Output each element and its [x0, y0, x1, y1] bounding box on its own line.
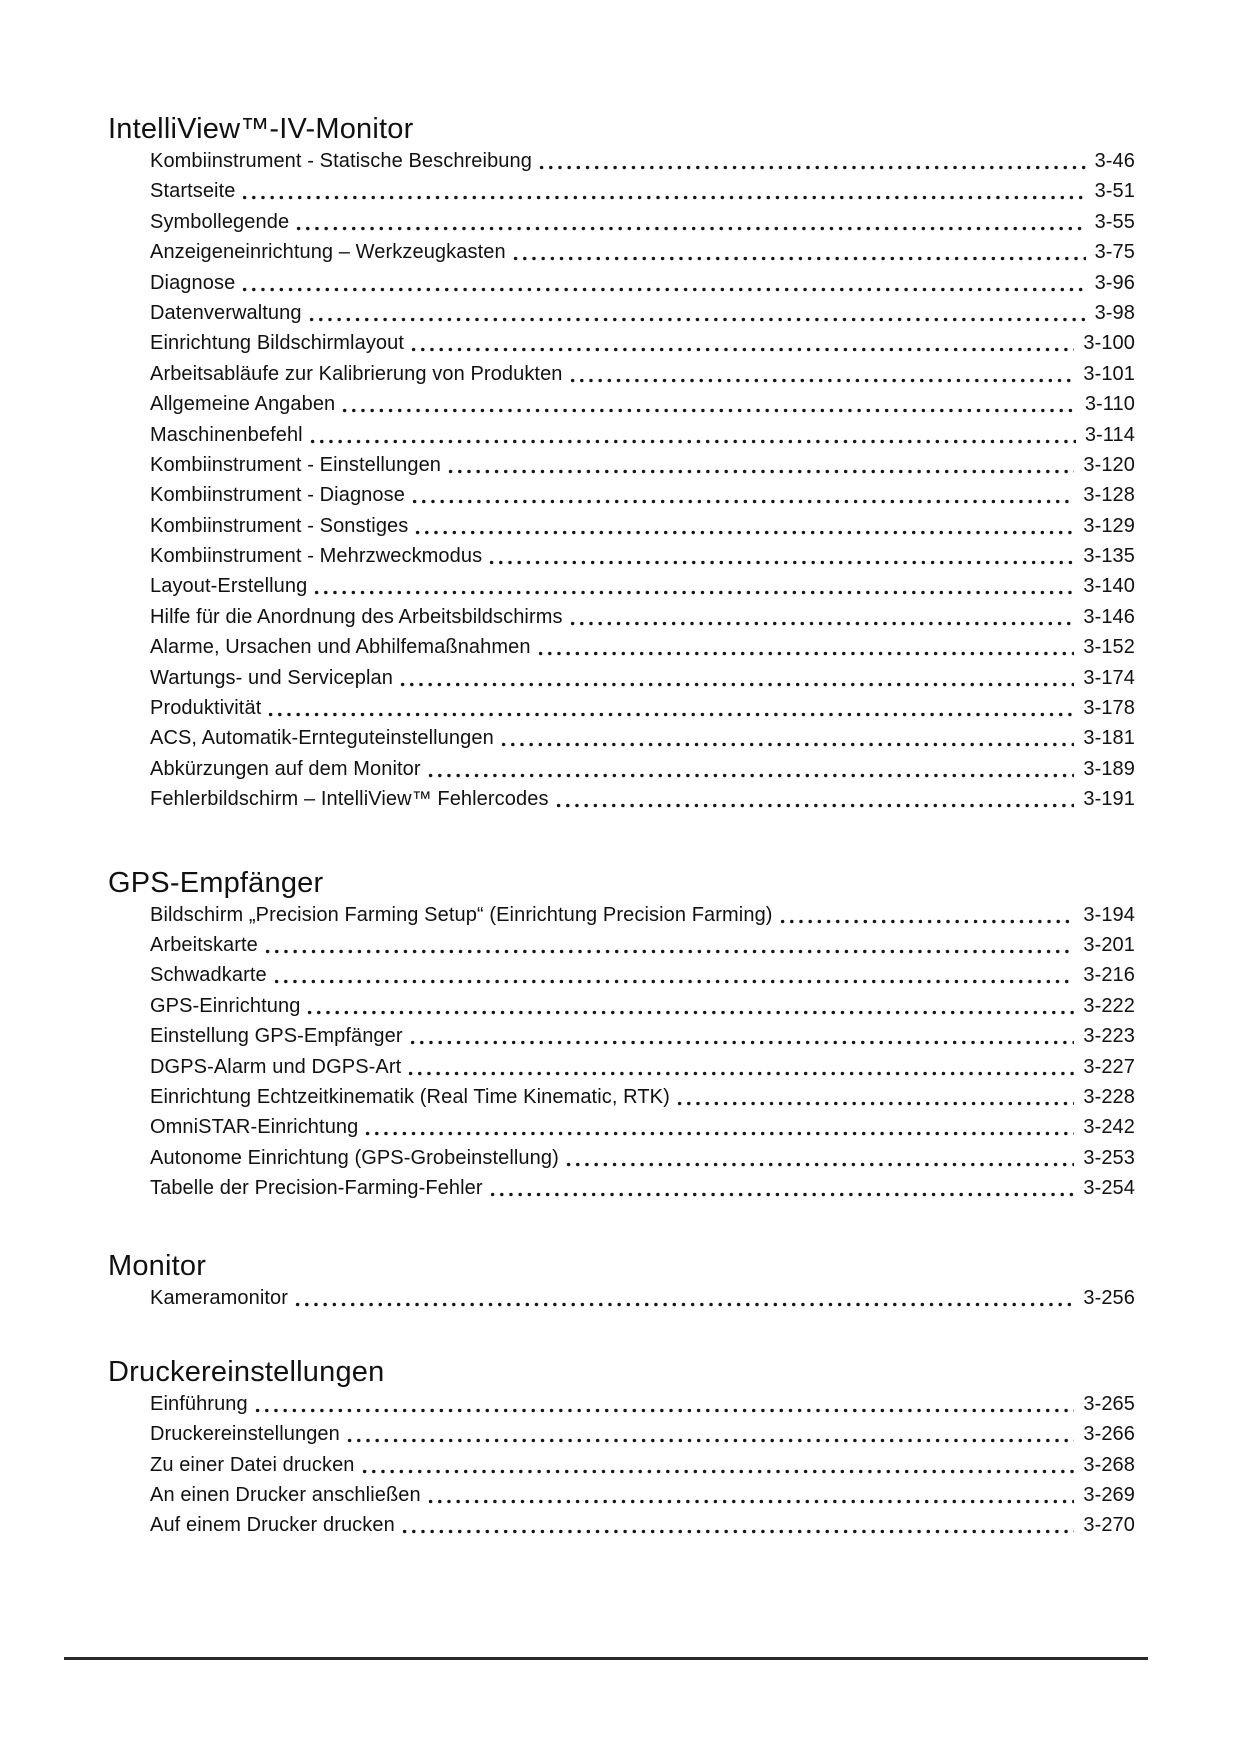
section-title: Monitor	[108, 1249, 207, 1282]
section-entries	[108, 146, 1135, 815]
toc-entry	[150, 693, 1135, 723]
section-entries	[108, 1283, 1135, 1313]
section-title: Druckereinstellungen	[108, 1355, 385, 1388]
entry-label: Startseite	[150, 180, 236, 203]
dot-leader	[396, 663, 1074, 693]
entry-label: Arbeitsabläufe zur Kalibrierung von Produkten	[150, 362, 563, 385]
toc-entry	[150, 420, 1135, 450]
dot-leader	[424, 754, 1075, 784]
entry-label: Kombiinstrument - Sonstiges	[150, 514, 409, 537]
entry-page-number: 3-114	[1084, 423, 1135, 446]
toc-entry	[150, 1450, 1135, 1480]
dot-leader	[408, 480, 1074, 510]
toc-entry	[150, 480, 1135, 510]
entry-label: Einführung	[150, 1392, 248, 1415]
dot-leader	[673, 1082, 1074, 1112]
entry-label: Einrichtung Bildschirmlayout	[150, 332, 405, 355]
entry-label: Hilfe für die Anordnung des Arbeitsbildschirms	[150, 605, 563, 628]
entry-label: Maschinenbefehl	[150, 423, 303, 446]
entry-label: Tabelle der Precision-Farming-Fehler	[150, 1177, 483, 1200]
toc-entry	[150, 511, 1135, 541]
toc-entry	[150, 1510, 1135, 1540]
toc-entry	[150, 900, 1135, 930]
dot-leader	[562, 1143, 1074, 1173]
dot-leader	[486, 1173, 1075, 1203]
entry-page-number: 3-191	[1083, 788, 1135, 811]
dot-leader	[361, 1112, 1074, 1142]
toc-entry	[150, 268, 1135, 298]
entry-page-number: 3-100	[1083, 332, 1135, 355]
entry-page-number: 3-223	[1083, 1025, 1135, 1048]
dot-leader	[566, 602, 1075, 632]
toc-entry	[150, 723, 1135, 753]
dot-leader	[303, 991, 1074, 1021]
entry-label: Kombiinstrument - Einstellungen	[150, 453, 442, 476]
entry-label: Alarme, Ursachen und Abhilfemaßnahmen	[150, 636, 531, 659]
entry-label: Datenverwaltung	[150, 301, 302, 324]
dot-leader	[424, 1480, 1075, 1510]
dot-leader	[261, 930, 1074, 960]
toc-entry	[150, 632, 1135, 662]
entry-page-number: 3-110	[1084, 393, 1135, 416]
entry-label: Produktivität	[150, 697, 262, 720]
dot-leader	[264, 693, 1074, 723]
toc-entry	[150, 389, 1135, 419]
entry-label: Kombiinstrument - Mehrzweckmodus	[150, 545, 483, 568]
entry-label: Fehlerbildschirm – IntelliView™ Fehlercodes	[150, 788, 549, 811]
dot-leader	[238, 176, 1085, 206]
entry-label: Allgemeine Angaben	[150, 393, 336, 416]
toc-section	[108, 1355, 1135, 1541]
toc-entry	[150, 1143, 1135, 1173]
entry-page-number: 3-194	[1083, 903, 1135, 926]
entry-page-number: 3-253	[1083, 1146, 1135, 1169]
entry-page-number: 3-46	[1094, 150, 1135, 172]
dot-leader	[338, 389, 1076, 419]
entry-page-number: 3-120	[1083, 453, 1135, 476]
toc-entry	[150, 1419, 1135, 1449]
entry-label: Schwadkarte	[150, 964, 267, 987]
dot-leader	[509, 237, 1086, 267]
dot-leader	[238, 268, 1085, 298]
toc-entry	[150, 1389, 1135, 1419]
entry-label: DGPS-Alarm und DGPS-Art	[150, 1055, 402, 1078]
entry-label: Zu einer Datei drucken	[150, 1453, 355, 1476]
toc-entry	[150, 176, 1135, 206]
dot-leader	[306, 420, 1076, 450]
entry-page-number: 3-268	[1083, 1453, 1135, 1476]
entry-page-number: 3-101	[1083, 362, 1135, 385]
toc-entry	[150, 1283, 1135, 1313]
entry-page-number: 3-266	[1083, 1423, 1135, 1446]
dot-leader	[343, 1419, 1074, 1449]
entry-page-number: 3-96	[1094, 271, 1135, 294]
entry-page-number: 3-140	[1083, 575, 1135, 598]
entry-page-number: 3-178	[1083, 697, 1135, 720]
entry-page-number: 3-222	[1083, 994, 1135, 1017]
entry-label: Autonome Einrichtung (GPS-Grobeinstellung)	[150, 1146, 559, 1169]
entry-label: GPS-Einrichtung	[150, 994, 301, 1017]
dot-leader	[535, 146, 1086, 176]
toc-entry	[150, 298, 1135, 328]
entry-page-number: 3-254	[1083, 1177, 1135, 1200]
entry-page-number: 3-228	[1083, 1085, 1135, 1108]
toc	[108, 0, 1135, 1541]
dot-leader	[270, 960, 1075, 990]
footer-rule	[64, 1657, 1148, 1660]
toc-entry	[150, 991, 1135, 1021]
entry-page-number: 3-174	[1083, 666, 1135, 689]
toc-entry	[150, 328, 1135, 358]
entry-page-number: 3-98	[1094, 301, 1135, 324]
entry-label: Druckereinstellungen	[150, 1423, 340, 1446]
section-title: GPS-Empfänger	[108, 866, 324, 899]
entry-label: Kombiinstrument - Diagnose	[150, 484, 405, 507]
entry-page-number: 3-51	[1094, 180, 1135, 203]
dot-leader	[358, 1450, 1075, 1480]
entry-label: Arbeitskarte	[150, 933, 258, 956]
entry-label: Symbollegende	[150, 210, 290, 233]
section-entries	[108, 900, 1135, 1204]
entry-page-number: 3-181	[1083, 727, 1135, 750]
entry-label: Einstellung GPS-Empfänger	[150, 1025, 403, 1048]
dot-leader	[404, 1052, 1074, 1082]
toc-entry	[150, 541, 1135, 571]
entry-label: Einrichtung Echtzeitkinematik (Real Time Kinematic, RTK)	[150, 1085, 670, 1108]
dot-leader	[407, 328, 1074, 358]
section-entries	[108, 1389, 1135, 1541]
toc-section	[108, 112, 1135, 815]
entry-page-number: 3-128	[1083, 484, 1135, 507]
toc-entry	[150, 663, 1135, 693]
toc-section	[108, 866, 1135, 1204]
toc-entry	[150, 1173, 1135, 1203]
toc-entry	[150, 960, 1135, 990]
entry-page-number: 3-152	[1083, 636, 1135, 659]
toc-entry	[150, 237, 1135, 267]
entry-page-number: 3-269	[1083, 1484, 1135, 1507]
entry-page-number: 3-55	[1094, 210, 1135, 233]
entry-label: Bildschirm „Precision Farming Setup“ (Einrichtung Precision Farming)	[150, 903, 773, 926]
dot-leader	[406, 1021, 1075, 1051]
entry-label: Layout-Erstellung	[150, 575, 308, 598]
toc-entry	[150, 1112, 1135, 1142]
dot-leader	[291, 1283, 1074, 1313]
dot-leader	[534, 632, 1075, 662]
entry-page-number: 3-227	[1083, 1055, 1135, 1078]
entry-page-number: 3-201	[1083, 933, 1135, 956]
entry-label: OmniSTAR-Einrichtung	[150, 1116, 359, 1139]
entry-label: ACS, Automatik-Ernteguteinstellungen	[150, 727, 494, 750]
entry-label: Diagnose	[150, 271, 236, 294]
toc-entry	[150, 930, 1135, 960]
toc-section	[108, 1249, 1135, 1313]
entry-page-number: 3-75	[1094, 241, 1135, 264]
entry-label: Kameramonitor	[150, 1286, 289, 1309]
entry-page-number: 3-216	[1083, 964, 1135, 987]
dot-leader	[398, 1510, 1075, 1540]
toc-entry	[150, 1052, 1135, 1082]
section-title: IntelliView™-IV-Monitor	[108, 113, 414, 145]
entry-page-number: 3-189	[1083, 757, 1135, 780]
dot-leader	[292, 207, 1085, 237]
toc-entry	[150, 1480, 1135, 1510]
entry-page-number: 3-256	[1083, 1286, 1135, 1309]
dot-leader	[485, 541, 1074, 571]
toc-entry	[150, 359, 1135, 389]
dot-leader	[411, 511, 1074, 541]
toc-entry	[150, 1082, 1135, 1112]
toc-entry	[150, 1021, 1135, 1051]
entry-page-number: 3-242	[1083, 1116, 1135, 1139]
entry-label: Abkürzungen auf dem Monitor	[150, 757, 421, 780]
toc-entry	[150, 754, 1135, 784]
dot-leader	[310, 571, 1074, 601]
entry-label: Auf einem Drucker drucken	[150, 1514, 395, 1537]
dot-leader	[566, 359, 1075, 389]
entry-page-number: 3-129	[1083, 514, 1135, 537]
toc-entry	[150, 784, 1135, 814]
entry-label: An einen Drucker anschließen	[150, 1484, 421, 1507]
entry-label: Kombiinstrument - Statische Beschreibung	[150, 150, 532, 172]
toc-entry	[150, 571, 1135, 601]
toc-entry	[150, 207, 1135, 237]
dot-leader	[305, 298, 1086, 328]
dot-leader	[552, 784, 1075, 814]
entry-page-number: 3-135	[1083, 545, 1135, 568]
dot-leader	[444, 450, 1074, 480]
dot-leader	[776, 900, 1075, 930]
entry-label: Anzeigeneinrichtung – Werkzeugkasten	[150, 241, 506, 264]
entry-page-number: 3-146	[1083, 605, 1135, 628]
entry-page-number: 3-270	[1083, 1514, 1135, 1537]
entry-page-number: 3-265	[1083, 1392, 1135, 1415]
dot-leader	[497, 723, 1075, 753]
toc-entry	[150, 450, 1135, 480]
dot-leader	[251, 1389, 1075, 1419]
entry-label: Wartungs- und Serviceplan	[150, 666, 393, 689]
toc-entry	[150, 146, 1135, 176]
toc-entry	[150, 602, 1135, 632]
